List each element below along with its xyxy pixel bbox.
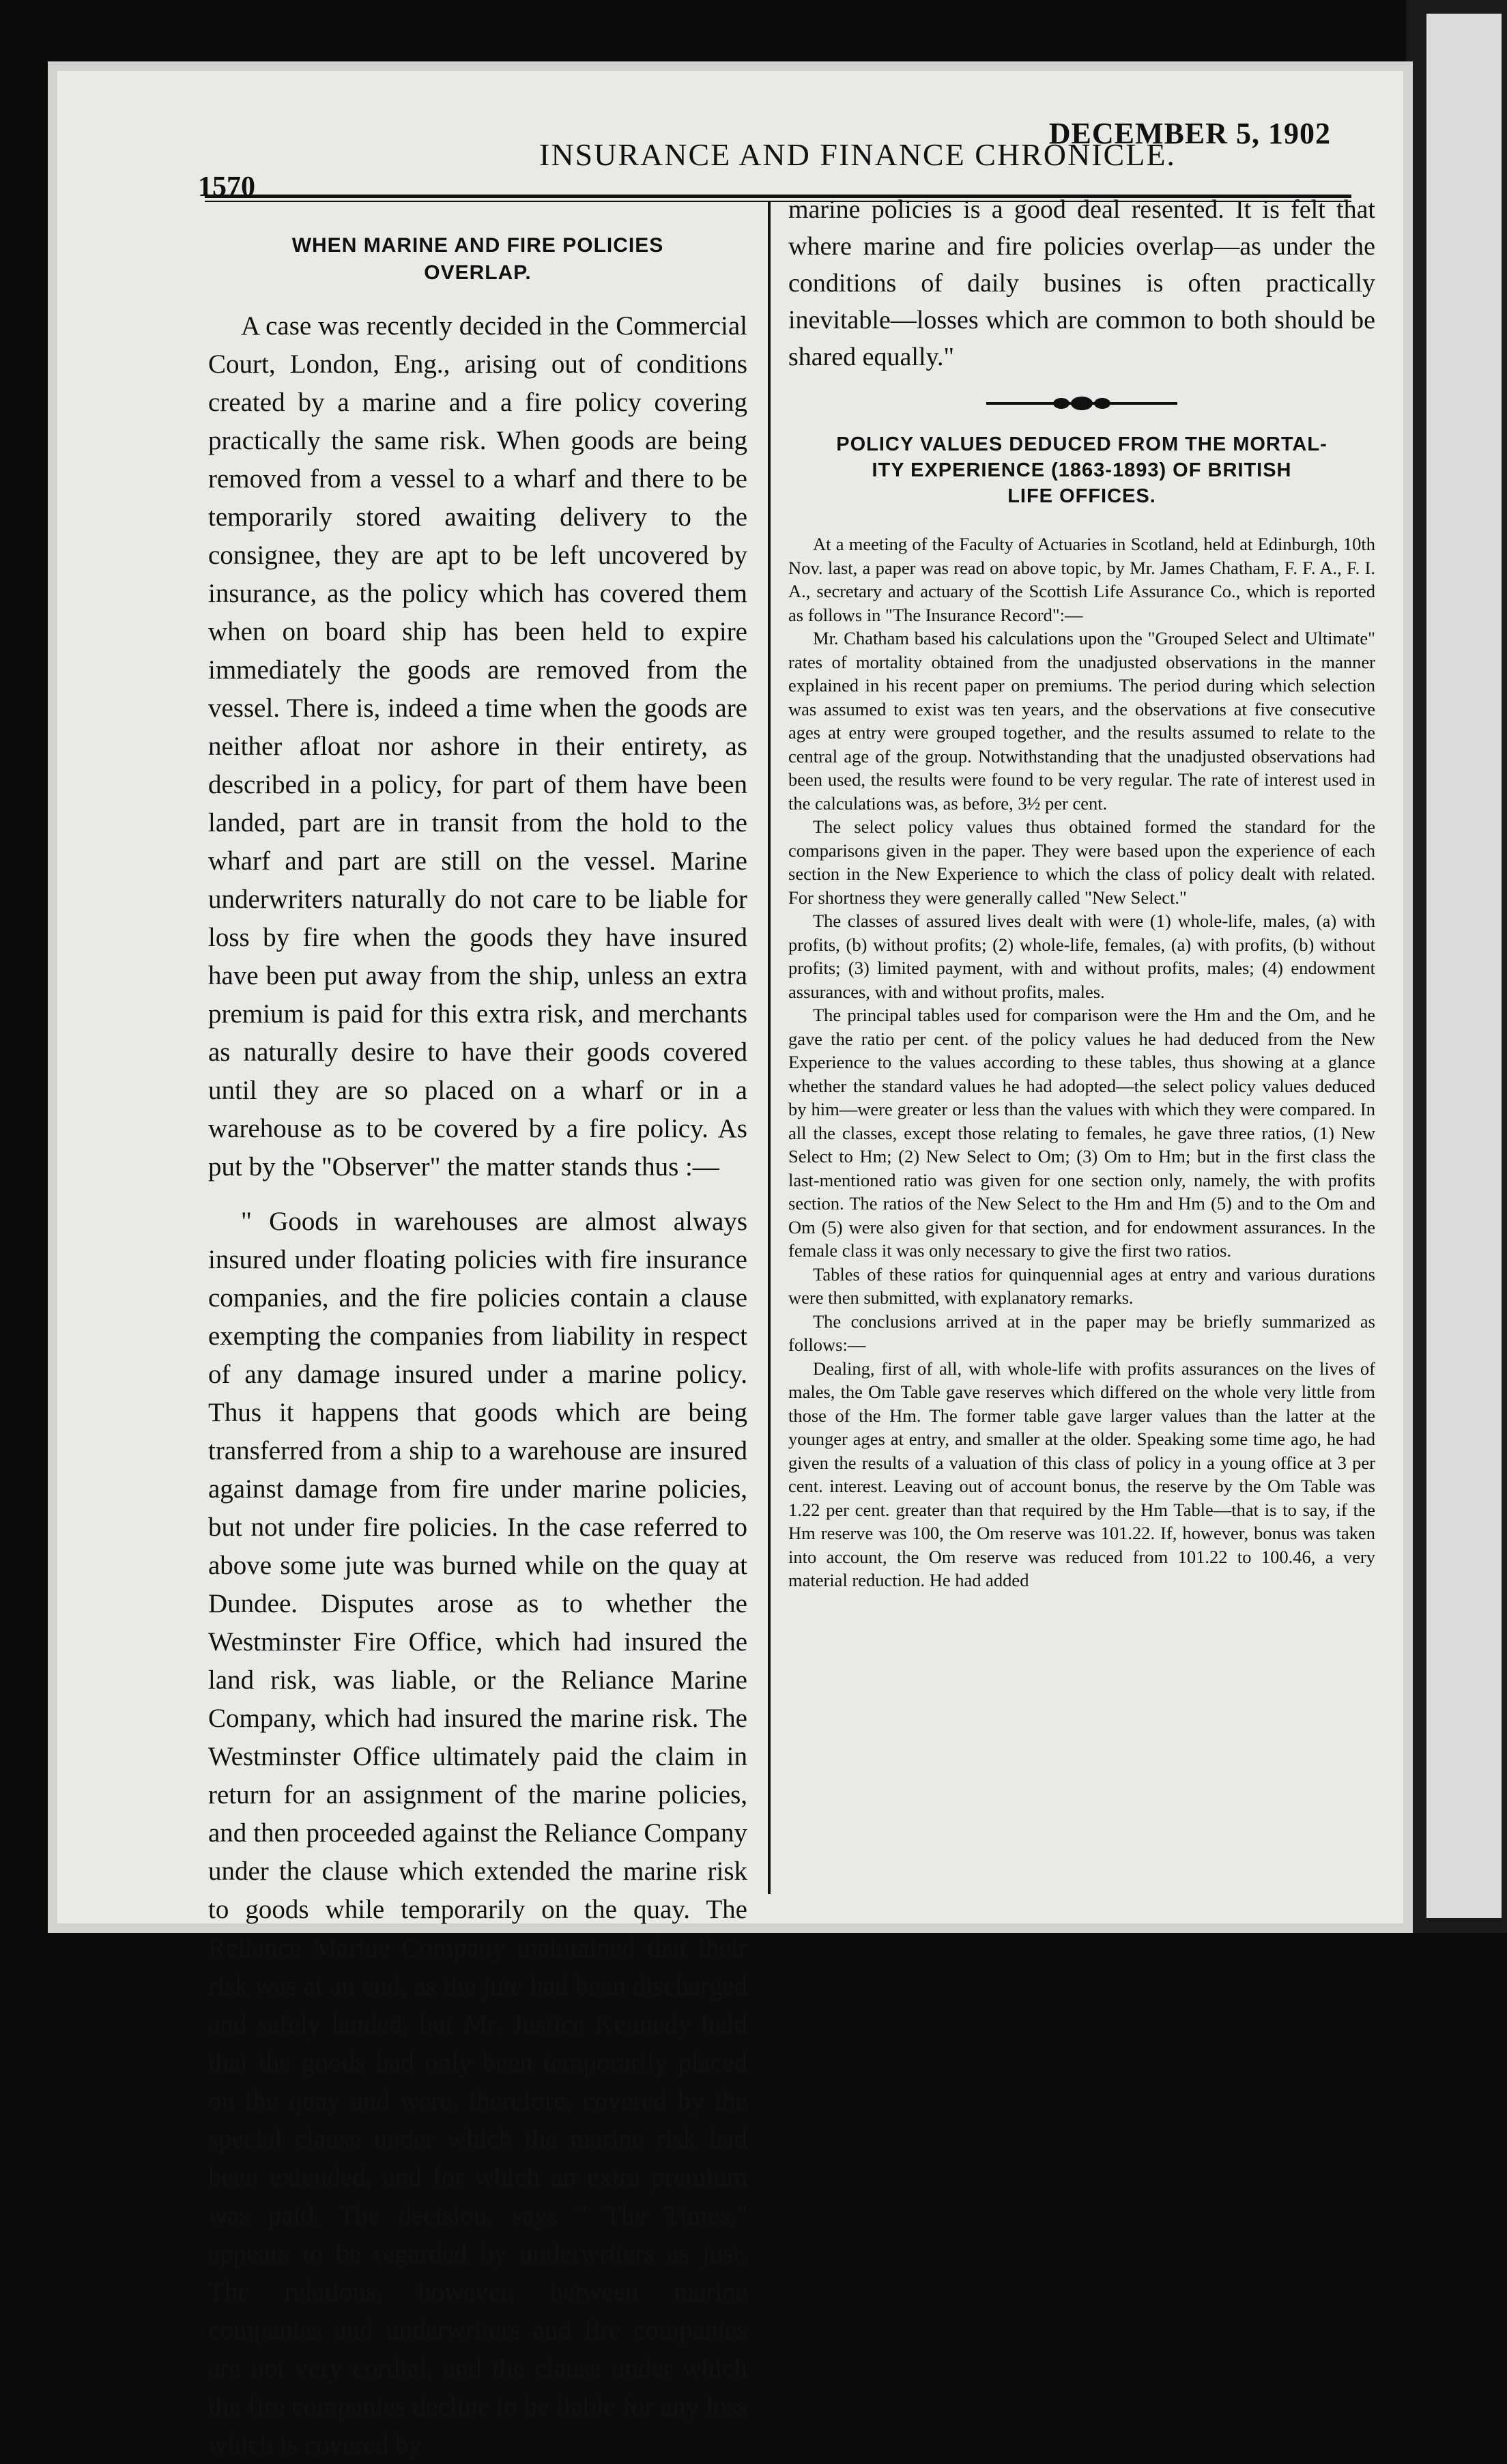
article2-paragraph: The conclusions arrived at in the paper may be briefly summarized as follows:— xyxy=(788,1310,1375,1355)
article2-body xyxy=(788,532,1375,1592)
section-ornament xyxy=(986,393,1177,414)
article2-paragraph: Dealing, first of all, with whole-life with profits assurances on the lives of males, the Om Table gave reserves which differed on the whole very little from those of the Hm. The former table gave larger values than the latter at the younger ages at entry, and smaller at the older. Speaking some time ago, he had given the results of a valuation of this class of policy in a young office at 3 per cent. interest. Leaving out of account bonus, the reserve by the Om Table was 1.22 per cent. greater than that required by the Hm Table—that is to say, if the Hm reserve was 100, the Om reserve was 101.22. If, however, bonus was taken into account, the Om reserve was reduced from 101.22 to 100.46, a very material reduction. He had added xyxy=(788,1358,1375,1590)
column-divider xyxy=(768,201,771,1894)
article2-paragraph: At a meeting of the Faculty of Actuaries in Scotland, held at Edinburgh, 10th Nov. last, a paper was read on above topic, by Mr. James Chatham, F. F. A., F. I. A., secretary and actuary of the Scottish Life Assurance Co., which is reported as follows in "The Insurance Record":— xyxy=(788,534,1375,625)
article2-paragraph: Mr. Chatham based his calculations upon the "Grouped Select and Ultimate" rates of mortality obtained from the unadjusted observations in the manner explained in his recent paper on premiums. The period during which selection was assumed to exist was ten years, and the observations at five consecutive ages at entry were grouped together, and the results assumed to relate to the central age of the group. Notwithstanding that the unadjusted observations had been used, the results were found to be very regular. The rate of interest used in the calculations was, as before, 3½ per cent. xyxy=(788,628,1375,814)
article1-title-line1: WHEN MARINE AND FIRE POLICIES xyxy=(291,234,664,257)
article2-paragraph: Tables of these ratios for quinquennial ages at entry and various durations were then submitted, with explanatory remarks. xyxy=(788,1263,1375,1308)
issue-date: DECEMBER 5, 1902 xyxy=(1048,117,1331,150)
page xyxy=(48,61,1413,2459)
article1-continuation xyxy=(788,191,1375,375)
article2-title-line2: ITY EXPERIENCE (1863-1893) OF BRITISH xyxy=(872,459,1292,481)
running-head xyxy=(198,89,1372,203)
article1-title xyxy=(208,232,747,287)
right-column xyxy=(788,191,1375,1592)
left-column xyxy=(208,212,747,2464)
article1-title-line2: OVERLAP. xyxy=(424,261,532,284)
article2-title-line3: LIFE OFFICES. xyxy=(1007,485,1156,507)
article2-paragraph: The principal tables used for comparison were the Hm and the Om, and he gave the ratio per cent. of the policy values he had deduced from the New Experience to the values according to these tables, thus showing at a glance whether the standard values he had adopted—the select policy values deduced by him—were greater or less than the values with which they were compared. In all the classes, except those relating to females, he gave three ratios, (1) New Select to Hm; (2) New Select to Om; (3) Om to Hm; but in the first class the last-mentioned ratio was given for one section only, namely, the with profits section. The ratios of the New Select to the Hm and Hm (5) and to the Om and Om (5) were also given for that section, and for endowment assurances. In the female class it was only necessary to give the first two ratios. xyxy=(788,1005,1375,1261)
journal-title: INSURANCE AND FINANCE CHRONICLE. xyxy=(539,137,1176,172)
adjacent-page-edge xyxy=(1426,14,1502,1918)
article2-paragraph: The select policy values thus obtained formed the standard for the comparisons given in the paper. They were based upon the experience of each section in the New Experience to which the class of policy dealt with related. For shortness they were generally called "New Select." xyxy=(788,816,1375,908)
article2-paragraph: The classes of assured lives dealt with were (1) whole-life, males, (a) with profits, (b) without profits; (2) whole-life, females, (a) with profits, (b) without profits; (3) limited payment, with and without profits, males; (4) endowment assurances, with and without profits, males. xyxy=(788,911,1375,1002)
page-number: 1570 xyxy=(198,171,255,203)
article2-title-line1: POLICY VALUES DEDUCED FROM THE MORTAL- xyxy=(836,433,1327,455)
article1-continuation-text: marine policies is a good deal resented. It is felt that where marine and fire policies overlap—as under the conditions of daily busines is often practically inevitable—losses which are common to both should be shared equally." xyxy=(788,195,1375,371)
article2-title xyxy=(788,431,1375,509)
article1-paragraph: A case was recently decided in the Commercial Court, London, Eng., arising out of conditions created by a marine and a fire policy covering practically the same risk. When goods are being removed from a vessel to a wharf and there to be temporarily stored awaiting delivery to the consignee, they are apt to be left uncovered by insurance, as the policy which has covered them when on board ship has been held to expire immediately the goods are removed from the vessel. There is, indeed a time when the goods are neither afloat nor ashore in their entirety, as described in a policy, for part of them have been landed, part are in transit from the hold to the wharf and part are still on the vessel. Marine underwriters naturally do not care to be liable for loss by fire when the goods they have insured have been put away from the ship, unless an extra premium is paid for this extra risk, and merchants as naturally desire to have their goods covered until they are so placed on a wharf or in a warehouse as to be covered by a fire policy. As put by the "Observer" the matter stands thus :— xyxy=(208,311,747,1181)
article1-paragraph: " Goods in warehouses are almost always insured under floating policies with fire insurance companies, and the fire policies contain a clause exempting the companies from liability in respect of any damage insured under a marine policy. Thus it happens that goods which are being transferred from a ship to a warehouse are insured against damage from fire under marine policies, but not under fire policies. In the case referred to above some jute was burned while on the quay at Dundee. Disputes arose as to whether the Westminster Fire Office, which had insured the land risk, was liable, or the Reliance Marine Company, which had insured the marine risk. The Westminster Office ultimately paid the claim in return for an assignment of the marine policies, and then proceeded against the Reliance Company under the clause which extended the marine risk to goods while temporarily on the quay. The Reliance Marine Company maintained that their risk was at an end, as the jute had been discharged and safely landed, but Mr. Justice Kennedy held that the goods had only been temporarily placed on the quay and were, therefore, covered by the special clause under which the marine risk had been extended, and for which an extra premium was paid. The decision, says " The Times," appears to be regarded by underwriters as just. The relations, however, between marine companies and underwriters and fire companies are not very cordial, and the clause under which the fire companies decline to be liable for any loss which is covered by xyxy=(208,1207,747,2459)
